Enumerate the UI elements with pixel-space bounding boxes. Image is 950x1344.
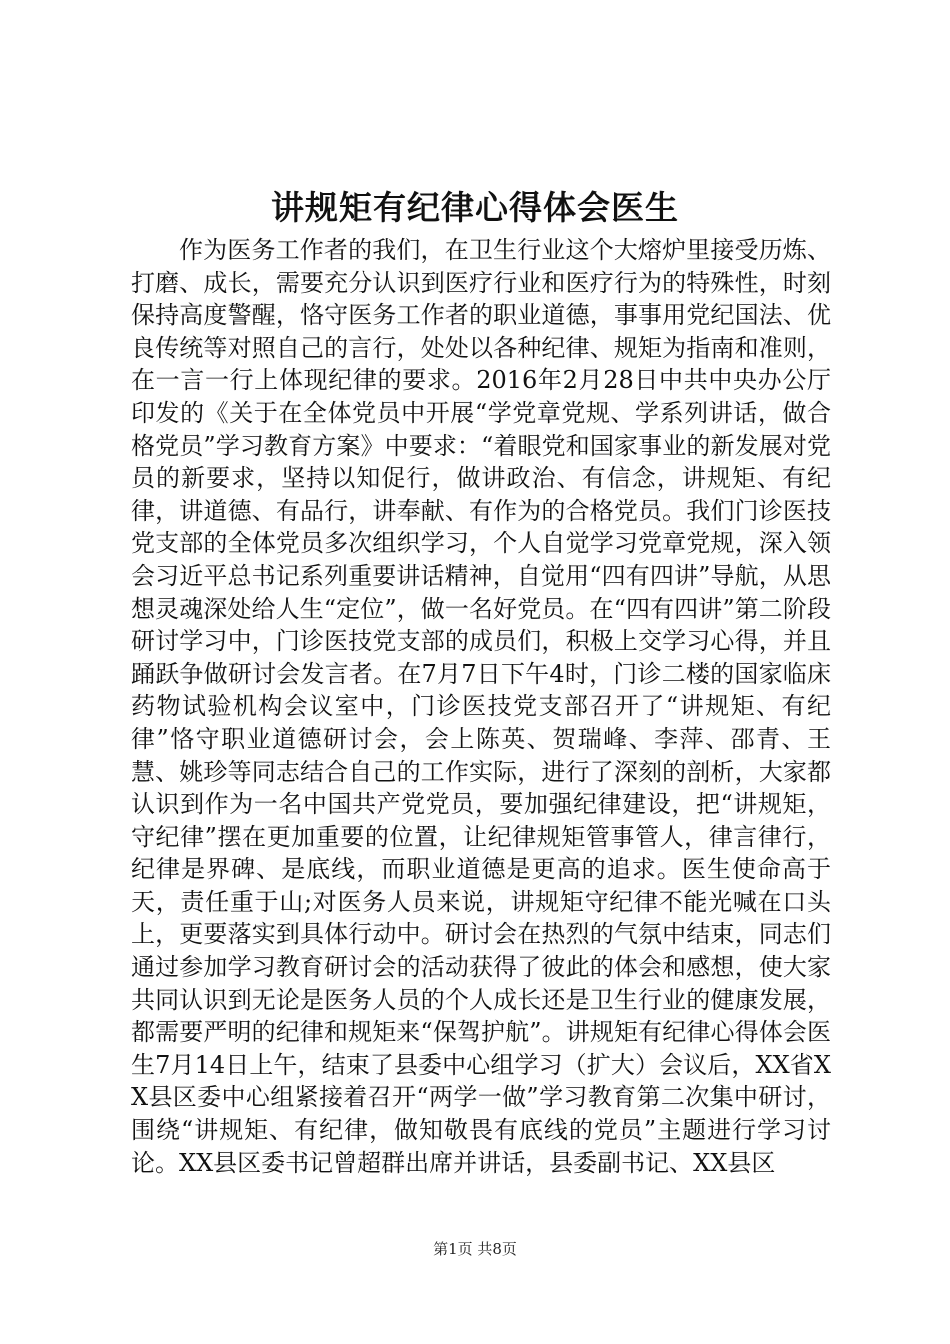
- page-number-footer: 第1页 共8页: [433, 1240, 517, 1258]
- document-title: 讲规矩有纪律心得体会医生: [271, 188, 679, 227]
- document-body-paragraph: 作为医务工作者的我们，在卫生行业这个大熔炉里接受历炼、打磨、成长，需要充分认识到医疗行业和医疗行为的特殊性，时刻保持高度警醒，恪守医务工作者的职业道德，事事用党纪国法、优良传统等对照自己的言行，处处以各种纪律、规矩为指南和准则，在一言一行上体现纪律的要求。2016年2月28日中共中央办公厅印发的《关于在全体党员中开展“学党章党规、学系列讲话，做合格党员”学习教育方案》中要求：“着眼党和国家事业的新发展对党员的新要求，坚持以知促行，做讲政治、有信念，讲规矩、有纪律，讲道德、有品行，讲奉献、有作为的合格党员。我们门诊医技党支部的全体党员多次组织学习，个人自觉学习党章党规，深入领会习近平总书记系列重要讲话精神，自觉用“四有四讲”导航，从思想灵魂深处给人生“定位”，做一名好党员。在“四有四讲”第二阶段研讨学习中，门诊医技党支部的成员们，积极上交学习心得，并且踊跃争做研讨会发言者。在7月7日下午4时，门诊二楼的国家临床药物试验机构会议室中，门诊医技党支部召开了“讲规矩、有纪律”恪守职业道德研讨会，会上陈英、贺瑞峰、李萍、邵青、王慧、姚珍等同志结合自己的工作实际，进行了深刻的剖析，大家都认识到作为一名中国共产党党员，要加强纪律建设，把“讲规矩，守纪律”摆在更加重要的位置，让纪律规矩管事管人，律言律行，纪律是界碑、是底线，而职业道德是更高的追求。医生使命高于天，责任重于山;对医务人员来说，讲规矩守纪律不能光喊在口头上，更要落实到具体行动中。研讨会在热烈的气氛中结束，同志们通过参加学习教育研讨会的活动获得了彼此的体会和感想，使大家共同认识到无论是医务人员的个人成长还是卫生行业的健康发展，都需要严明的纪律和规矩来“保驾护航”。讲规矩有纪律心得体会医生7月14日上午，结束了县委中心组学习（扩大）会议后，XX省XX县区委中心组紧接着召开“两学一做”学习教育第二次集中研讨，围绕“讲规矩、有纪律，做知敬畏有底线的党员”主题进行学习讨论。XX县区委书记曾超群出席并讲话，县委副书记、XX县区: [131, 236, 831, 1177]
